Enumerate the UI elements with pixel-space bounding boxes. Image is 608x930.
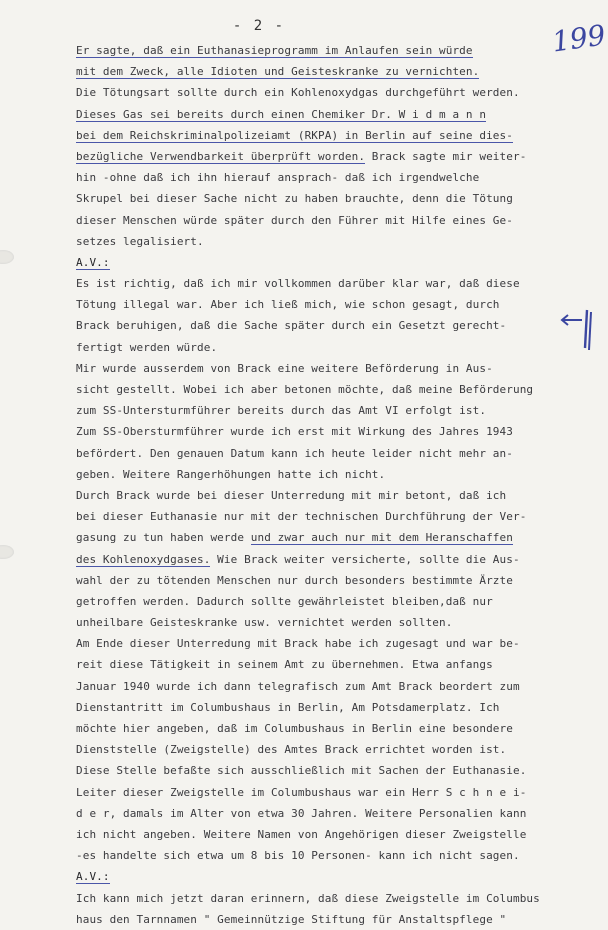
text-segment: Durch Brack wurde bei dieser Unterredung mit mir betont, daß ich xyxy=(76,488,507,502)
text-line xyxy=(76,612,596,633)
underlined-text: bei dem Reichskriminalpolizeiamt (RKPA) in Berlin auf seine dies- xyxy=(76,128,513,142)
text-line xyxy=(76,676,596,697)
underlined-text: des Kohlenoxydgases. xyxy=(76,552,211,566)
section-heading xyxy=(76,252,596,273)
text-line xyxy=(76,633,596,654)
text-segment: Dienstantritt im Columbushaus in Berlin, Am Potsdamerplatz. Ich xyxy=(76,700,500,714)
text-segment: Januar 1940 wurde ich dann telegrafisch zum Amt Brack beordert zum xyxy=(76,679,520,693)
text-line xyxy=(76,654,596,675)
text-segment: zum SS-Untersturmführer bereits durch das Amt VI erfolgt ist. xyxy=(76,404,487,418)
text-segment: -es handelte sich etwa um 8 bis 10 Personen- kann ich nicht sagen. xyxy=(76,849,520,863)
text-line xyxy=(76,782,596,803)
text-line xyxy=(76,443,596,464)
text-line xyxy=(76,739,596,760)
text-segment: Diese Stelle befaßte sich ausschließlich mit Sachen der Euthanasie. xyxy=(76,764,527,778)
margin-arrow-mark-icon xyxy=(560,308,596,352)
text-segment: geben. Weitere Rangerhöhungen hatte ich nicht. xyxy=(76,467,386,481)
text-line xyxy=(76,421,596,442)
text-line xyxy=(76,506,596,527)
underlined-text: A.V.: xyxy=(76,255,110,269)
underlined-text: A.V.: xyxy=(76,870,110,884)
text-segment: dieser Menschen würde später durch den Führer mit Hilfe eines Ge- xyxy=(76,213,513,227)
text-segment: befördert. Den genauen Datum kann ich heute leider nicht mehr an- xyxy=(76,446,513,460)
text-segment: setzes legalisiert. xyxy=(76,234,204,248)
underlined-text: bezügliche Verwendbarkeit überprüft worden. xyxy=(76,149,366,163)
text-segment: Ich kann mich jetzt daran erinnern, daß diese Zweigstelle im Columbus xyxy=(76,891,540,905)
text-line xyxy=(76,167,596,188)
text-segment: hin -ohne daß ich ihn hierauf ansprach- daß ich irgendwelche xyxy=(76,171,480,185)
text-segment: bei dieser Euthanasie nur mit der technischen Durchführung der Ver- xyxy=(76,510,527,524)
text-line xyxy=(76,549,596,570)
punch-hole xyxy=(0,545,14,559)
text-line xyxy=(76,845,596,866)
text-line xyxy=(76,104,596,125)
document-body xyxy=(76,40,596,930)
text-line xyxy=(76,803,596,824)
text-line xyxy=(76,888,596,909)
text-segment: d e r, damals im Alter von etwa 30 Jahren. Weitere Personalien kann xyxy=(76,806,527,820)
text-segment: Es ist richtig, daß ich mir vollkommen darüber klar war, daß diese xyxy=(76,277,520,291)
text-line xyxy=(76,315,596,336)
text-segment: Dienststelle (Zweigstelle) des Amtes Brack errichtet worden ist. xyxy=(76,743,507,757)
text-segment: Brack sagte mir weiter- xyxy=(365,149,527,163)
text-segment: wahl der zu tötenden Menschen nur durch besonders bestimmte Ärzte xyxy=(76,573,513,587)
text-line xyxy=(76,400,596,421)
text-line xyxy=(76,337,596,358)
handwritten-folio-number: 199 xyxy=(549,18,608,59)
text-segment: möchte hier angeben, daß im Columbushaus in Berlin eine besondere xyxy=(76,722,513,735)
text-line xyxy=(76,718,596,739)
text-line xyxy=(76,485,596,506)
text-line xyxy=(76,210,596,231)
text-segment: sicht gestellt. Wobei ich aber betonen möchte, daß meine Beförderung xyxy=(76,383,534,396)
text-line xyxy=(76,527,596,548)
text-line xyxy=(76,379,596,400)
text-line xyxy=(76,824,596,845)
punch-hole xyxy=(0,250,14,264)
text-line xyxy=(76,591,596,612)
text-line xyxy=(76,294,596,315)
text-segment: Brack beruhigen, daß die Sache später durch ein Gesetzt gerecht- xyxy=(76,319,507,333)
underlined-text: Dieses Gas sei bereits durch einen Chemiker Dr. W i d m a n n xyxy=(76,107,487,121)
text-segment: Leiter dieser Zweigstelle im Columbushaus war ein Herr S c h n e i- xyxy=(76,785,527,799)
text-line xyxy=(76,273,596,294)
text-line xyxy=(76,909,596,930)
text-segment: haus den Tarnnamen " Gemeinnützige Stiftung für Anstaltspflege " xyxy=(76,912,507,926)
underlined-text: mit dem Zweck, alle Idioten und Geisteskranke zu vernichten. xyxy=(76,65,480,79)
text-segment: ich nicht angeben. Weitere Namen von Angehörigen dieser Zweigstelle xyxy=(76,827,527,841)
text-segment: Tötung illegal war. Aber ich ließ mich, wie schon gesagt, durch xyxy=(76,298,500,312)
text-line xyxy=(76,188,596,209)
text-segment: Zum SS-Obersturmführer wurde ich erst mit Wirkung des Jahres 1943 xyxy=(76,425,513,439)
text-segment: Die Tötungsart sollte durch ein Kohlenoxydgas durchgeführt werden. xyxy=(76,86,520,100)
text-line xyxy=(76,40,596,61)
text-line xyxy=(76,231,596,252)
underlined-text: und zwar auch nur mit dem Heranschaffen xyxy=(250,531,513,545)
text-segment: reit diese Tätigkeit in seinem Amt zu übernehmen. Etwa anfangs xyxy=(76,658,493,672)
text-line xyxy=(76,61,596,82)
text-line xyxy=(76,82,596,103)
text-segment: getroffen werden. Dadurch sollte gewährleistet bleiben,daß nur xyxy=(76,594,493,608)
text-segment: unheilbare Geisteskranke usw. vernichtet werden sollten. xyxy=(76,616,453,630)
text-line xyxy=(76,760,596,781)
text-line xyxy=(76,358,596,379)
text-line xyxy=(76,146,596,167)
text-segment: Am Ende dieser Unterredung mit Brack habe ich zugesagt und war be- xyxy=(76,637,520,651)
text-segment: gasung zu tun haben werde xyxy=(76,531,251,545)
text-line xyxy=(76,697,596,718)
text-line xyxy=(76,125,596,146)
text-line xyxy=(76,570,596,591)
text-line xyxy=(76,464,596,485)
text-segment: Mir wurde ausserdem von Brack eine weitere Beförderung in Aus- xyxy=(76,361,493,375)
underlined-text: Er sagte, daß ein Euthanasieprogramm im Anlaufen sein würde xyxy=(76,44,473,57)
section-heading xyxy=(76,866,596,887)
text-segment: Wie Brack weiter versicherte, sollte die Aus- xyxy=(210,552,520,566)
text-segment: Skrupel bei dieser Sache nicht zu haben brauchte, denn die Tötung xyxy=(76,192,513,206)
text-segment: fertigt werden würde. xyxy=(76,340,218,354)
page-number: - 2 - xyxy=(232,18,286,34)
